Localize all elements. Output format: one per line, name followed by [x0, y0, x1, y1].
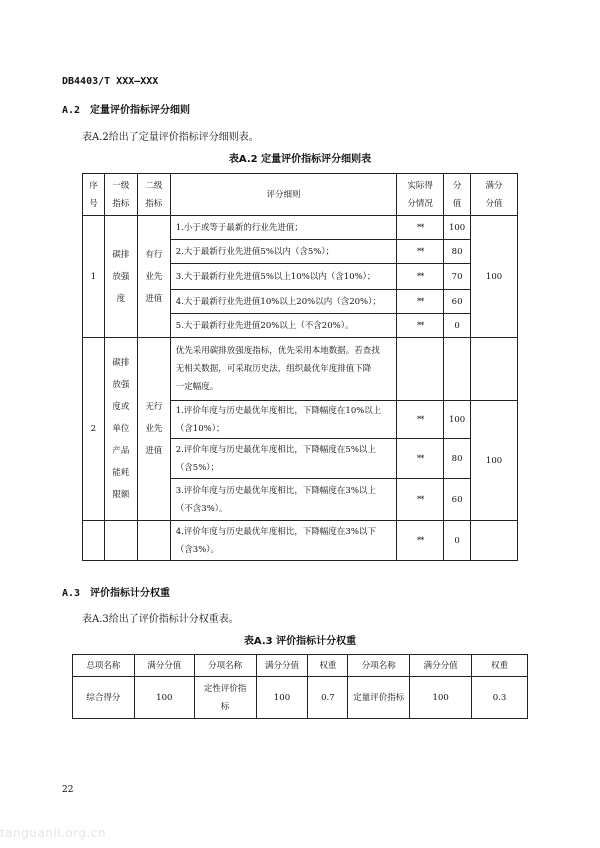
sub1-full: 100	[256, 677, 308, 719]
header-cell: 分项名称	[194, 655, 256, 677]
total-name: 综合得分	[73, 677, 135, 719]
actual-score: **	[397, 290, 444, 314]
sub1-name: 定性评价指 标	[194, 677, 256, 719]
header-level1: 一级 指标	[104, 174, 137, 216]
page-number: 22	[62, 785, 74, 795]
rule-text: 3.评价年度与历史最优年度相比，下降幅度在3%以上 （不含3%）。	[170, 479, 396, 521]
group2-level1: 碳排 放强 度或 单位 产品 能耗 限额	[104, 338, 137, 521]
header-cell: 权重	[308, 655, 348, 677]
empty-cell	[471, 338, 518, 401]
header-full: 满分 分值	[471, 174, 518, 216]
section-number: A.2	[62, 105, 81, 116]
actual-score: **	[397, 479, 444, 521]
table-row	[83, 216, 518, 240]
empty-cell	[471, 521, 518, 561]
rule-text: 1.评价年度与历史最优年度相比，下降幅度在10%以上 （含10%）；	[170, 401, 396, 439]
actual-score: **	[397, 439, 444, 479]
actual-score: **	[397, 401, 444, 439]
total-full: 100	[134, 677, 194, 719]
group2-full: 100	[471, 401, 518, 521]
actual-score: **	[397, 521, 444, 561]
weight-table	[72, 654, 528, 719]
header-cell: 分项名称	[348, 655, 410, 677]
score-value: 80	[444, 240, 471, 264]
empty-cell	[137, 521, 170, 561]
group1-full: 100	[471, 216, 518, 338]
section-title: 评价指标计分权重	[90, 588, 170, 599]
score-value: 70	[444, 264, 471, 290]
table-header-row	[73, 655, 528, 677]
header-rules: 评分细则	[170, 174, 396, 216]
empty-cell	[444, 338, 471, 401]
table-caption: 表A.2 定量评价指标评分细则表	[228, 154, 372, 165]
header-seq: 序 号	[83, 174, 105, 216]
header-score: 分 值	[444, 174, 471, 216]
score-value: 0	[444, 521, 471, 561]
empty-cell	[397, 338, 444, 401]
rule-text: 4.评价年度与历史最优年度相比，下降幅度在3%以下 （含3%）。	[170, 521, 396, 561]
score-value: 100	[444, 401, 471, 439]
rule-text: 2.评价年度与历史最优年度相比，下降幅度在5%以上 （含5%）；	[170, 439, 396, 479]
sub2-name: 定量评价指标	[348, 677, 410, 719]
header-cell: 满分分值	[410, 655, 472, 677]
score-value: 100	[444, 216, 471, 240]
sub2-weight: 0.3	[472, 677, 528, 719]
score-value: 60	[444, 290, 471, 314]
table-caption: 表A.3 评价指标计分权重	[243, 636, 357, 647]
empty-cell	[104, 521, 137, 561]
section-intro: 表A.2给出了定量评价指标评分细则表。	[82, 132, 259, 143]
actual-score: **	[397, 314, 444, 338]
section-number: A.3	[62, 588, 81, 599]
header-cell: 满分分值	[134, 655, 194, 677]
sub1-weight: 0.7	[308, 677, 348, 719]
actual-score: **	[397, 240, 444, 264]
section-title: 定量评价指标评分细则	[90, 105, 190, 116]
group1-level2: 有行 业先 进值	[137, 216, 170, 338]
header-cell: 满分分值	[256, 655, 308, 677]
table-row	[83, 521, 518, 561]
section-heading-a3	[62, 584, 170, 599]
rule-text: 2.大于最新行业先进值5%以内（含5%）；	[170, 240, 396, 264]
group2-level2: 无行 业先 进值	[137, 338, 170, 521]
rule-text: 4.大于最新行业先进值10%以上20%以内（含20%）；	[170, 290, 396, 314]
header-level2: 二级 指标	[137, 174, 170, 216]
rule-text: 1.小于或等于最新的行业先进值；	[170, 216, 396, 240]
header-actual: 实际得 分情况	[397, 174, 444, 216]
table-row	[73, 677, 528, 719]
score-value: 60	[444, 479, 471, 521]
table-header-row	[83, 174, 518, 216]
group2-seq: 2	[83, 338, 105, 521]
actual-score: **	[397, 216, 444, 240]
score-value: 80	[444, 439, 471, 479]
table-row	[83, 338, 518, 401]
group2-intro-text: 优先采用碳排放强度指标，优先采用本地数据。若查找 无相关数据，可采取历史法，组织最优年度排值下降 一定幅度。	[170, 338, 396, 401]
watermark: tanguanli.org.cn	[0, 826, 107, 840]
header-cell: 权重	[472, 655, 528, 677]
actual-score: **	[397, 264, 444, 290]
header-cell: 总项名称	[73, 655, 135, 677]
document-id: DB4403/T XXX—XXX	[62, 76, 159, 87]
score-value: 0	[444, 314, 471, 338]
rule-text: 3.大于最新行业先进值5%以上10%以内（含10%）；	[170, 264, 396, 290]
section-intro: 表A.3给出了评价指标计分权重表。	[82, 614, 239, 625]
group1-level1: 碳排 放强 度	[104, 216, 137, 338]
scoring-table	[82, 173, 518, 561]
sub2-full: 100	[410, 677, 472, 719]
group1-seq: 1	[83, 216, 105, 338]
section-heading-a2	[62, 101, 190, 116]
rule-text: 5.大于最新行业先进值20%以上（不含20%）。	[170, 314, 396, 338]
empty-cell	[83, 521, 105, 561]
